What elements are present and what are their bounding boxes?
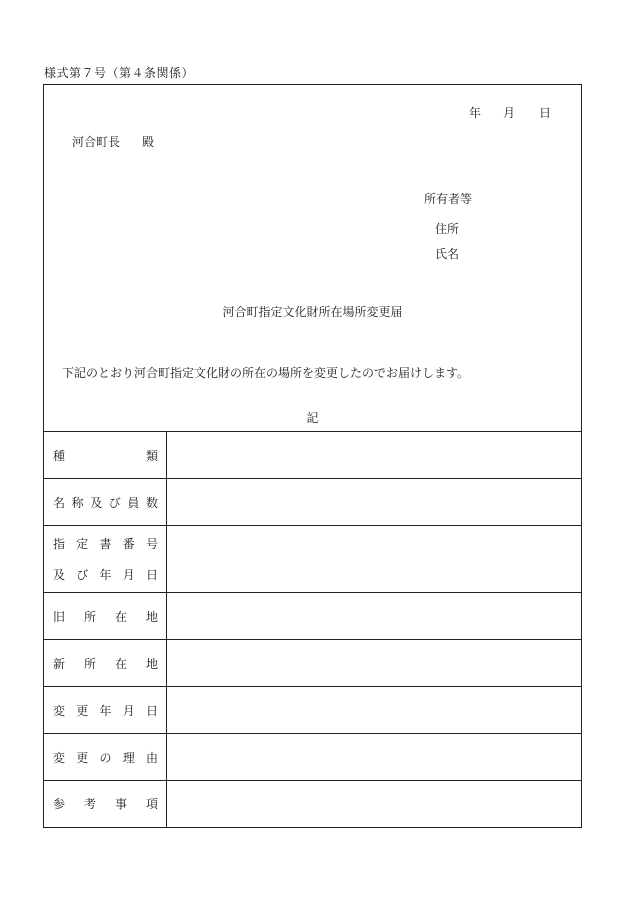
label-char: 考 <box>83 797 96 812</box>
date-month-label: 月 <box>502 106 515 120</box>
label-text <box>44 447 166 464</box>
addressee <box>72 133 154 150</box>
date-day-field[interactable] <box>515 104 539 121</box>
label-char: 在 <box>114 609 127 624</box>
row-value-field[interactable] <box>167 432 583 479</box>
label-char: 更 <box>76 750 89 765</box>
label-char: 及 <box>53 568 66 582</box>
label-char: 理 <box>122 750 135 765</box>
row-value-field[interactable] <box>167 593 583 640</box>
row-label <box>44 734 167 781</box>
table-row <box>44 593 582 640</box>
label-char: 変 <box>53 703 66 718</box>
row-label <box>44 640 167 687</box>
label-char: 事 <box>114 797 127 812</box>
detail-table <box>44 431 582 827</box>
label-text <box>44 702 166 719</box>
label-char: 所 <box>83 656 96 671</box>
table-row <box>44 734 582 781</box>
applicant-heading: 所有者等 <box>424 192 473 206</box>
label-char: び <box>108 495 121 510</box>
row-value-field[interactable] <box>167 640 583 687</box>
label-char: 名 <box>53 495 66 510</box>
label-char: 旧 <box>53 609 66 624</box>
table-row <box>44 687 582 734</box>
table-row <box>44 640 582 687</box>
addressee-name: 河合町長 <box>72 135 121 149</box>
label-char: 類 <box>145 448 158 463</box>
label-char: 指 <box>53 537 66 551</box>
label-text <box>44 566 166 583</box>
label-char: 日 <box>145 703 158 718</box>
label-char: 所 <box>83 609 96 624</box>
label-char: 地 <box>145 656 158 671</box>
addressee-suffix: 殿 <box>142 135 155 149</box>
table-row <box>44 526 582 593</box>
label-char: 号 <box>145 537 158 551</box>
label-char: 及 <box>90 495 103 510</box>
label-text <box>44 535 166 552</box>
ki-heading: 記 <box>306 411 319 425</box>
label-char: 更 <box>76 703 89 718</box>
label-char: 在 <box>114 656 127 671</box>
row-label <box>44 432 167 479</box>
label-char: 新 <box>53 656 66 671</box>
notification-form <box>43 84 582 828</box>
label-char: 員 <box>127 495 140 510</box>
label-char: 参 <box>53 797 66 812</box>
date-year-label: 年 <box>468 106 481 120</box>
row-value-field[interactable] <box>167 687 583 734</box>
date-year-field[interactable] <box>433 104 469 121</box>
label-text <box>44 494 166 511</box>
date-day-label: 日 <box>538 106 551 120</box>
row-value-field[interactable] <box>167 734 583 781</box>
applicant-name-label: 氏名 <box>435 247 460 261</box>
label-char: 月 <box>122 568 135 582</box>
label-char: 称 <box>71 495 84 510</box>
label-char: び <box>76 568 89 582</box>
row-label <box>44 687 167 734</box>
label-char: 書 <box>99 537 112 551</box>
label-text <box>44 795 166 812</box>
row-label <box>44 593 167 640</box>
label-char: の <box>99 750 112 765</box>
row-value-field[interactable] <box>167 781 583 827</box>
row-value-field[interactable] <box>167 479 583 526</box>
label-char: 番 <box>122 537 135 551</box>
label-char: 月 <box>122 703 135 718</box>
label-char: 年 <box>99 568 112 582</box>
row-label <box>44 526 167 593</box>
label-char: 地 <box>145 609 158 624</box>
table-row <box>44 432 582 479</box>
row-label <box>44 479 167 526</box>
label-char: 項 <box>145 797 158 812</box>
label-char: 種 <box>53 448 66 463</box>
label-text <box>44 608 166 625</box>
label-char: 変 <box>53 750 66 765</box>
label-text <box>44 655 166 672</box>
row-value-field[interactable] <box>167 526 583 593</box>
table-row <box>44 479 582 526</box>
form-number: 様式第７号（第４条関係） <box>44 66 195 80</box>
statement-text: 下記のとおり河合町指定文化財の所在の場所を変更したのでお届けします。 <box>62 366 470 380</box>
label-char: 定 <box>76 537 89 551</box>
document-title: 河合町指定文化財所在場所変更届 <box>222 305 403 319</box>
table-row <box>44 781 582 827</box>
date-month-field[interactable] <box>481 104 503 121</box>
applicant-address-label: 住所 <box>435 222 460 236</box>
date-line <box>433 104 551 121</box>
row-label <box>44 781 167 827</box>
label-text <box>44 749 166 766</box>
label-char: 数 <box>145 495 158 510</box>
label-char: 日 <box>145 568 158 582</box>
label-char: 年 <box>99 703 112 718</box>
label-char: 由 <box>145 750 158 765</box>
